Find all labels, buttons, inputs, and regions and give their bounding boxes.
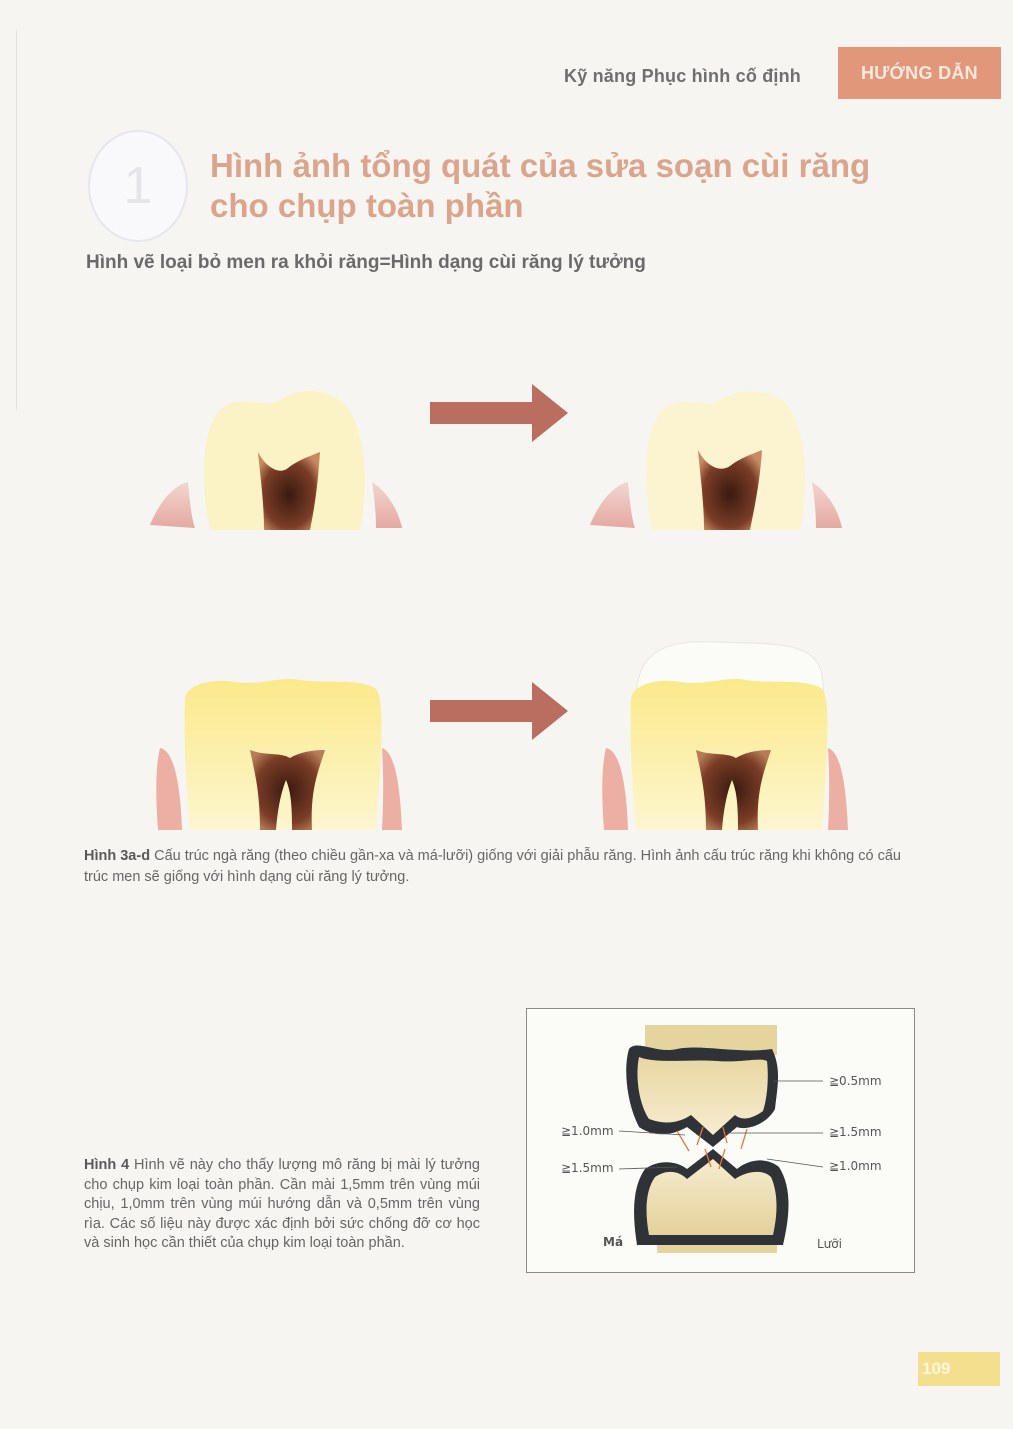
figure-3-caption-label: Hình 3a-d (84, 848, 151, 864)
label-right-mid: ≧1.5mm (829, 1125, 882, 1139)
figure-3-caption-text: Cấu trúc ngà răng (theo chiều gần-xa và má-lưỡi) giống với giải phẫu răng. Hình ảnh cấu trúc răng khi không có cấu trúc men sẽ giống với hình dạng cùi răng lý tưởng. (84, 848, 901, 885)
label-left-mid: ≧1.0mm (561, 1124, 614, 1138)
page-number: 109 (918, 1352, 1000, 1386)
figure-3a-tooth (140, 380, 410, 540)
figure-3b-tooth (580, 380, 850, 540)
label-right-low: ≧1.0mm (829, 1159, 882, 1173)
figure-4-teeth-illustration (527, 1009, 914, 1272)
label-lingual: Lưỡi (817, 1237, 842, 1251)
figure-4-diagram (526, 1008, 915, 1273)
section-number-badge: 1 (88, 130, 188, 242)
arrow-right-top (430, 382, 570, 444)
figure-4-caption-label: Hình 4 (84, 1157, 130, 1173)
running-header-tag: HƯỚNG DẪN (838, 47, 1001, 99)
section-title (210, 146, 930, 226)
running-header-section: Kỹ năng Phục hình cố định (564, 66, 801, 86)
figure-4-caption (84, 1156, 480, 1254)
figure-3-caption (84, 846, 914, 888)
section-subtitle: Hình vẽ loại bỏ men ra khỏi răng=Hình dạng cùi răng lý tưởng (86, 252, 646, 273)
figure-3c-tooth (150, 640, 410, 840)
figure-4-caption-text: Hình vẽ này cho thấy lượng mô răng bị mài lý tưởng cho chụp kim loại toàn phần. Cần mài 1,5mm trên vùng múi chịu, 1,0mm trên vùng múi hướng dẫn và 0,5mm trên vùng rìa. Các số liệu này được xác định bởi sức chống đỡ cơ học và sinh học cần thiết của chụp kim loại toàn phần. (84, 1157, 480, 1252)
section-title-line1: Hình ảnh tổng quát của sửa soạn cùi răng (210, 147, 871, 184)
section-title-line2: cho chụp toàn phần (210, 187, 524, 224)
page-edge-line (16, 30, 17, 410)
label-right-top: ≧0.5mm (829, 1074, 882, 1088)
figure-3d-tooth (596, 630, 856, 840)
label-buccal: Má (603, 1235, 624, 1249)
label-left-low: ≧1.5mm (561, 1161, 614, 1175)
arrow-right-bottom (430, 680, 570, 742)
